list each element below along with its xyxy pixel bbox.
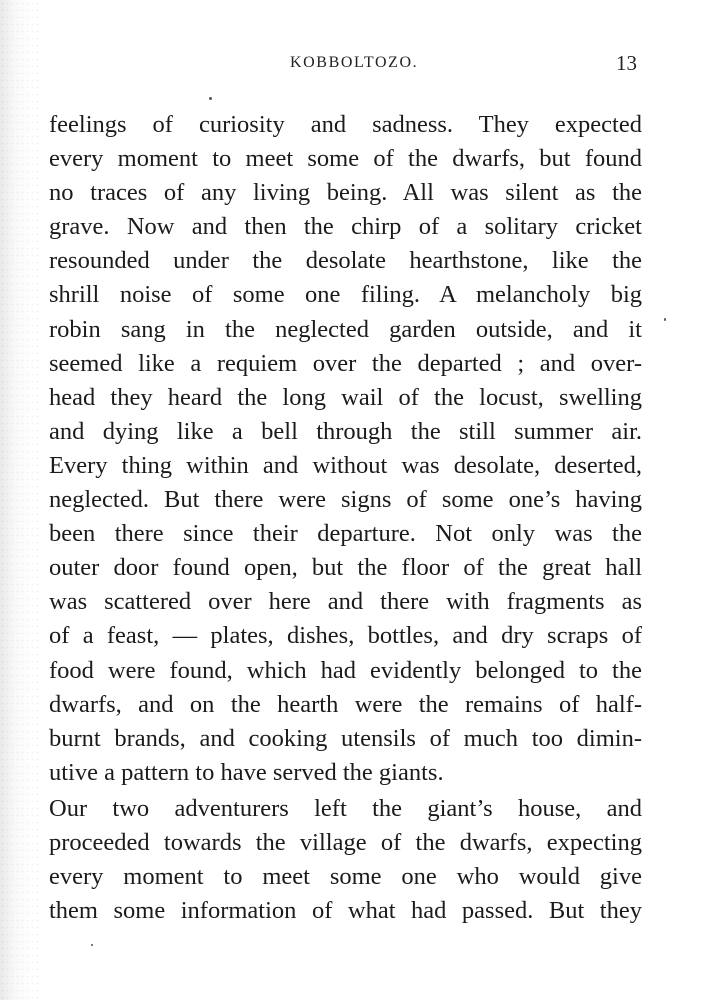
text-line: was scattered over here and there with fragments as xyxy=(49,588,642,616)
print-speck xyxy=(664,318,666,321)
text-line: resounded under the desolate hearthstone, like the xyxy=(49,247,642,275)
text-line: shrill noise of some one filing. A melancholy big xyxy=(49,281,642,309)
text-line: utive a pattern to have served the giants. xyxy=(49,758,444,786)
text-line: every moment to meet some one who would give xyxy=(49,863,642,891)
running-head xyxy=(0,51,721,84)
gutter-shadow xyxy=(0,0,40,1000)
text-line: them some information of what had passed. But they xyxy=(49,897,642,925)
text-line: dwarfs, and on the hearth were the remains of half- xyxy=(49,690,642,718)
text-line: burnt brands, and cooking utensils of much too dimin- xyxy=(49,724,642,752)
text-line: head they heard the long wail of the locust, swelling xyxy=(49,383,642,411)
text-line: no traces of any living being. All was silent as the xyxy=(49,179,642,207)
running-head-title: KOBBOLTOZO. xyxy=(290,54,419,71)
text-line: Our two adventurers left the giant’s house, and xyxy=(49,794,642,822)
print-speck xyxy=(91,944,93,946)
text-line: feelings of curiosity and sadness. They expected xyxy=(49,111,642,138)
text-line: and dying like a bell through the still summer air. xyxy=(49,417,642,445)
text-line: Every thing within and without was desolate, deserted, xyxy=(49,451,642,479)
text-line: of a feast, — plates, dishes, bottles, and dry scraps of xyxy=(49,622,642,650)
text-line: grave. Now and then the chirp of a solitary cricket xyxy=(49,213,642,241)
text-line: seemed like a requiem over the departed ; and over- xyxy=(49,349,642,377)
text-line: proceeded towards the village of the dwarfs, expecting xyxy=(49,828,642,856)
page-number: 13 xyxy=(616,51,637,75)
text-line: outer door found open, but the floor of the great hall xyxy=(49,554,642,582)
text-line: neglected. But there were signs of some one’s having xyxy=(49,486,642,514)
paragraph-1 xyxy=(49,108,642,790)
print-speck xyxy=(209,97,212,100)
text-line: every moment to meet some of the dwarfs, but found xyxy=(49,145,642,173)
text-line: robin sang in the neglected garden outside, and it xyxy=(49,315,642,343)
text-line: been there since their departure. Not only was the xyxy=(49,520,642,548)
paragraph-2 xyxy=(49,792,642,928)
text-line: food were found, which had evidently belonged to the xyxy=(49,656,642,684)
body-text xyxy=(49,108,642,928)
